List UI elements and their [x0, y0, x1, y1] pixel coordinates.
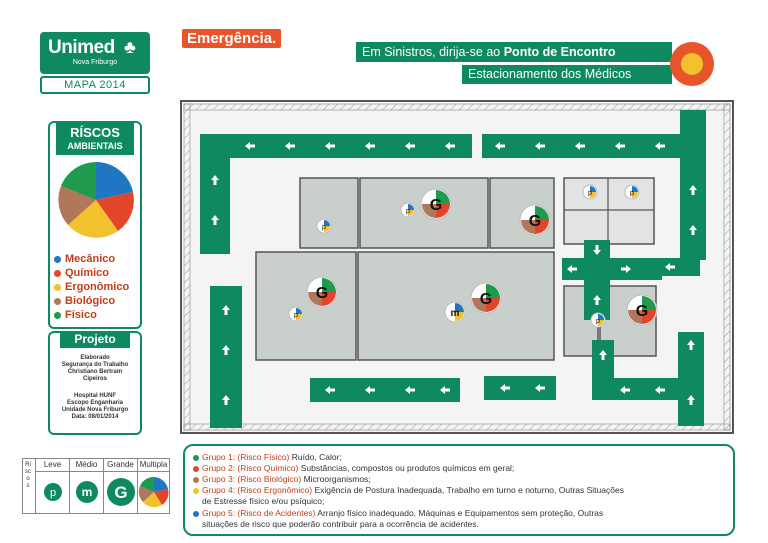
logo-sub: Nova Friburgo — [72, 59, 118, 66]
legend-item-mecanico — [54, 252, 129, 266]
size-grande-label: Grande — [104, 459, 137, 472]
dot-icon — [193, 511, 199, 517]
size-p-letter: p — [49, 487, 57, 499]
legend-label: Químico — [65, 267, 110, 279]
size-leve-label: Leve — [36, 459, 69, 472]
legend-label: Biológico — [65, 295, 116, 307]
marker-letter: G — [429, 197, 443, 214]
riscos-header — [56, 123, 134, 155]
legend-label: Físico — [65, 309, 97, 321]
risk-marker-small — [591, 313, 605, 327]
group-label: Grupo 3: (Risco Biológico) — [202, 474, 302, 484]
estacionamento-banner: Estacionamento dos Médicos — [462, 65, 672, 84]
group-text: Microorganismos; — [301, 474, 371, 484]
group-label: Grupo 4: (Risco Ergonômico) — [202, 485, 313, 495]
projeto-line: Elaborado — [80, 355, 110, 361]
risk-marker-medium — [445, 302, 465, 322]
legend-item-quimico — [54, 266, 129, 280]
size-g-letter: G — [114, 483, 128, 502]
group-text: Substâncias, compostos ou produtos químicos em geral; — [298, 463, 515, 473]
riscos-ambientais-panel — [48, 121, 142, 329]
risk-marker-small — [401, 203, 415, 217]
group-2-line — [193, 463, 514, 473]
projeto-line: Escopo Enganharia — [66, 400, 123, 406]
tree-icon: ♣ — [124, 37, 136, 57]
banner-prefix: Em Sinistros, dirija-se ao — [362, 45, 504, 59]
dot-icon — [54, 270, 61, 277]
projeto-title: Projeto — [60, 331, 130, 348]
size-m-icon — [70, 472, 104, 512]
projeto-line: Christiano Bertram — [67, 369, 123, 375]
group-3-line — [193, 474, 371, 484]
legend-item-ergonomico — [54, 280, 129, 294]
size-leve-col — [35, 459, 69, 513]
projeto-line: Cipeiros — [82, 376, 107, 382]
risk-marker-large — [421, 189, 451, 219]
dot-icon — [193, 488, 199, 494]
group-label: Grupo 5: (Risco de Acidentes) — [202, 508, 316, 518]
marker-letter: G — [479, 291, 493, 308]
dot-icon — [193, 466, 199, 472]
size-medio-label: Médio — [70, 459, 103, 472]
legend-label: Ergonômico — [65, 281, 130, 293]
marker-letter: p — [322, 224, 326, 231]
group-4-cont: de Estresse físico e/ou psíquico; — [202, 496, 325, 506]
risk-marker-large — [627, 295, 657, 325]
marker-letter: p — [596, 318, 600, 325]
size-medio-col — [69, 459, 103, 513]
group-text: Arranjo físico inadequado, Máquinas e Equipamentos sem proteção, Outras — [315, 508, 604, 518]
group-1-line — [193, 452, 342, 462]
risk-marker-small — [317, 219, 331, 233]
risk-size-legend — [22, 458, 170, 514]
marker-letter: p — [406, 208, 410, 215]
marker-letter: G — [528, 213, 542, 230]
banner-bold: Ponto de Encontro — [503, 45, 616, 59]
emergencia-label: Emergência. — [182, 29, 281, 48]
sinistros-banner — [356, 42, 672, 62]
risk-marker-small — [583, 185, 597, 199]
legend-label: Mecânico — [65, 253, 116, 265]
room — [300, 178, 358, 248]
marker-letter: p — [630, 190, 634, 197]
marker-letter: m — [450, 308, 460, 319]
group-label: Grupo 2: (Risco Químico) — [202, 463, 299, 473]
risk-marker-large — [307, 277, 337, 307]
risk-marker-small — [289, 307, 303, 321]
projeto-line: Segurança do Trabalho — [61, 362, 129, 368]
meeting-point-icon — [670, 42, 714, 86]
vertical-label: Riscos — [25, 462, 31, 489]
marker-letter: G — [315, 285, 329, 302]
floor-plan — [180, 100, 736, 436]
group-5-line — [193, 508, 603, 518]
projeto-panel — [48, 331, 142, 435]
unimed-logo — [40, 32, 150, 74]
riscos-title: RÍSCOS — [70, 125, 120, 140]
legend-item-fisico — [54, 308, 129, 322]
dot-icon — [54, 284, 61, 291]
group-4-line — [193, 485, 624, 495]
riscos-subtitle: AMBIENTAIS — [67, 141, 123, 151]
mapa-label: MAPA 2014 — [40, 76, 150, 94]
room — [564, 178, 654, 244]
size-multipla-label: Multipla — [138, 459, 169, 472]
risk-marker-large — [471, 283, 501, 313]
logo-name: Unimed — [48, 37, 115, 58]
risk-marker-large — [520, 205, 550, 235]
dot-icon — [54, 298, 61, 305]
marker-letter: p — [294, 312, 298, 319]
risk-marker-small — [625, 185, 639, 199]
dot-icon — [193, 455, 199, 461]
dot-icon — [54, 256, 61, 263]
dot-icon — [54, 312, 61, 319]
marker-letter: G — [635, 303, 649, 320]
size-p-icon — [36, 472, 70, 512]
group-5-cont: situações de risco que poderão contribuir para a ocorrência de acidentes. — [202, 519, 479, 529]
size-legend-vertical — [25, 462, 33, 490]
size-g-icon — [104, 472, 138, 512]
projeto-line: Data: 08/01/2014 — [71, 414, 119, 420]
marker-letter: p — [588, 190, 592, 197]
group-text: Ruído, Calor; — [289, 452, 342, 462]
legend-item-biologico — [54, 294, 129, 308]
size-multipla-col — [137, 459, 169, 513]
risk-pie-icon — [56, 160, 136, 240]
projeto-line: Hospital HUNF — [74, 393, 116, 399]
size-grande-col — [103, 459, 137, 513]
group-label: Grupo 1: (Risco Físico) — [202, 452, 290, 462]
riscos-legend — [54, 252, 129, 322]
multipla-pie-icon — [138, 472, 170, 512]
group-text: Exigência de Postura Inadequada, Trabalho em turno e noturno, Outras Situações — [312, 485, 624, 495]
dot-icon — [193, 477, 199, 483]
risk-groups-panel — [183, 444, 735, 536]
room — [256, 252, 356, 360]
size-m-letter: m — [81, 485, 93, 499]
projeto-line: Unidade Nova Friburgo — [61, 407, 129, 413]
